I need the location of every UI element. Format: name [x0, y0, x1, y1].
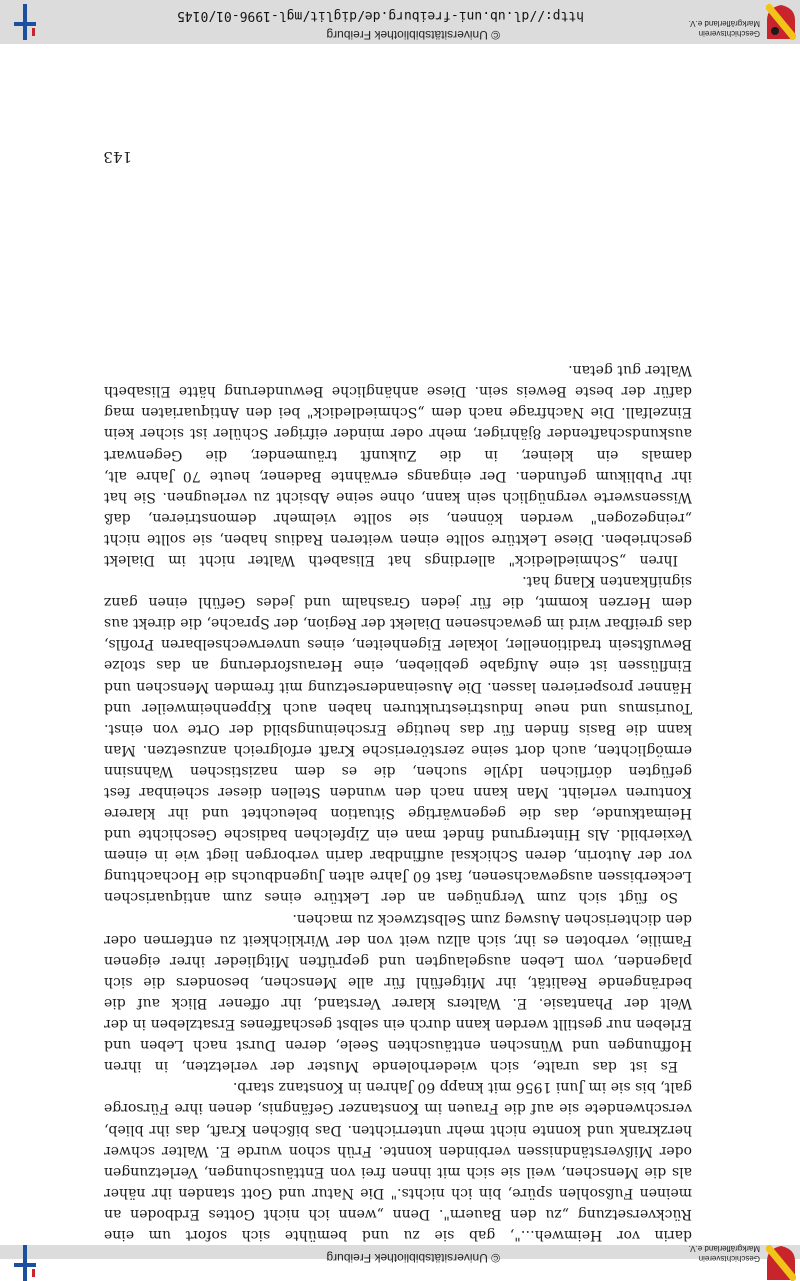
paragraph: So fügt sich zum Vergnügen an der Lektüre eines zum antiquarischen Leckerbissen ausgewachsenen, fast 60 Jahre alten Jugendbuchs die Hochachtung vor der Autorin, deren Schicksal auffindbar darin verborgen liegt wie in einem Vexierbild. Als Hintergrund findet man ein Zipfelchen badische Geschichte und Heimatkunde, das die gegenwärtige Situation beleuchtet und ihr klarere Konturen verleiht. Man kann nach den wunden Stellen dieser scheinbar fest gefügten dörflichen Idylle suchen, die es dem nazistischen Wahnsinn ermöglichten, auch dort seine zerstörerische Kraft erfolgreich anzusetzen. Man kann die Basis finden für das heutige Erscheinungsbild der Orte von einst. Tourismus und neue Industriestrukturen haben auch Kippenheimweiler und Hänner prosperieren lassen. Die Auseinandersetzung mit fremden Menschen und Einflüssen ist eine Aufgabe geblieben, eine Herausforderung an das stolze Bewußtsein traditioneller, lokaler Eigenheiten, eines unverwechselbaren Profils, das greifbar wird im gewachsenen Dialekt der Region, der Sprache, die direkt aus dem Herzen kommt, die für jeden Grashalm und jedes Gefühl einen ganz signifikanten Klang hat. [104, 573, 692, 906]
copyright-top: © Universitätsbibliothek Freiburg [326, 1251, 500, 1265]
ub-logo-icon [14, 1245, 36, 1281]
paragraph: Es ist das uralte, sich wiederholende Muster der verletzten, in ihren Hoffnungen und Wünschen enttäuschten Seele, deren Durst nach Leben und Erleben nur gestillt werden kann durch ein selbst geschaffenes Ersatzleben in der Welt der Phantasie. E. Walters klarer Verstand, ihr offener Blick auf die bedrängende Realität, ihr Mitgefühl für alle Menschen, besonders die sich plagenden, vom Leben ausgelaugten und geprüften Mitglieder ihrer eigenen Familie, verboten es ihr, sich allzu weit von der Wirklichkeit zu entfernen oder den dichterischen Ausweg zum Selbstzweck zu machen. [104, 910, 692, 1075]
paragraph: Ihren „Schmiedledick" allerdings hat Elisabeth Walter nicht im Dialekt geschrieben. Diese Lektüre sollte einen weiteren Radius haben, sie sollte nicht „reingezogen" werden können, sie sollte vielmehr demonstrieren, daß Wissenswerte vergnüglich sein kann, ohne seine Absicht zu verleugnen. Sie hat ihr Publikum gefunden. Der eingangs erwähnte Badener, heute 70 Jahre alt, damals ein kleiner, in die Zukunft träumender, die Gegenwart auskundschaftender 8jähriger, mehr oder minder eifriger Schüler ist sicher kein Einzelfall. Die Nachfrage nach dem „Schmiedledick" bei den Antiquariaten mag dafür der beste Beweis sein. Diese anhängliche Bewunderung hätte Elisabeth Walter gut getan. [104, 362, 692, 568]
copyright: © Universitätsbibliothek Freiburg [326, 28, 500, 42]
page-number: 143 [103, 148, 132, 166]
partner-name: Geschichtsverein Markgräflerland e.V. [688, 19, 760, 38]
paragraph: darin vor Heimweh…", gab sie zu und bemühte sich sofort um eine Rückversetzung „zu den Bauern". Denn „wenn ich nicht Gottes Erdboden an meinen Fußsohlen spüre, bin ich nichts." Die Natur und Gott standen ihr näher als die Menschen, weil sie sich mit ihnen frei von Enttäuschungen, Verletzungen oder Mißverständnissen verbinden konnte. Früh schon wurde E. Walter schwer herzkrank und konnte nicht mehr unterrichten. Das bißchen Kraft, das ihr blieb, verschwendete sie auf die Frauen im Konstanzer Gefängnis, denen ihre Fürsorge galt, bis sie im Juni 1956 mit knapp 60 Jahren in Konstanz starb. [104, 1079, 692, 1243]
bottom-strip [0, 0, 800, 44]
permalink[interactable]: http://dl.ub.uni-freiburg.de/diglit/mgl-1996-01/0145 [177, 8, 584, 23]
crest-icon [766, 4, 796, 40]
partner-name-top: Geschichtsverein Markgräflerland e.V. [688, 1244, 760, 1263]
top-strip [0, 1244, 800, 1265]
crest-icon [766, 1245, 796, 1281]
article-text [104, 359, 692, 1245]
ub-logo-icon [14, 4, 36, 40]
